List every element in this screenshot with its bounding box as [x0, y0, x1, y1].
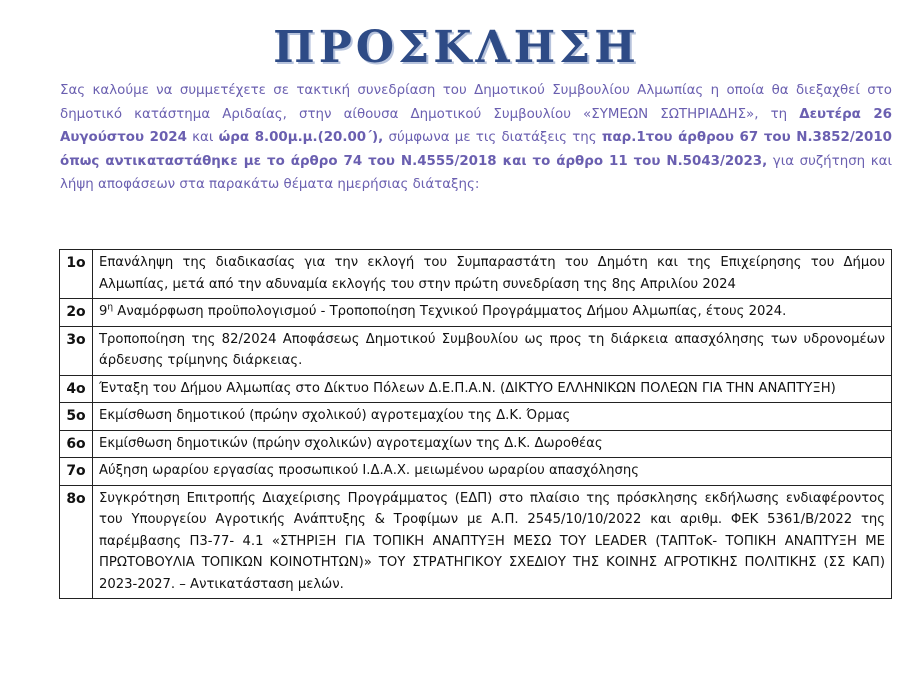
agenda-table — [59, 249, 892, 599]
agenda-text-body: Αναμόρφωση προϋπολογισμού - Τροποποίηση Τεχνικού Προγράμματος Δήμου Αλμωπίας, έτους 2024. — [113, 304, 787, 319]
agenda-text: Εκμίσθωση δημοτικού (πρώην σχολικού) αγροτεμαχίου της Δ.Κ. Όρμας — [93, 403, 892, 431]
agenda-number: 2ο — [60, 299, 93, 327]
agenda-number: 3ο — [60, 326, 93, 375]
intro-text-1: Σας καλούμε να συμμετέχετε σε τακτική συνεδρίαση του Δημοτικού Συμβουλίου Αλμωπίας η οποία θα διεξαχθεί στο δημοτικό κατάστημα Αριδαίας, στην αίθουσα Δημοτικού Συμβουλίου «ΣΥΜΕΩΝ ΣΩΤΗΡΙΑΔΗΣ», τη — [60, 83, 892, 122]
agenda-row — [60, 485, 892, 599]
agenda-number: 6ο — [60, 430, 93, 458]
meeting-time: ώρα 8.00μ.μ.(20.00΄), — [218, 130, 384, 145]
agenda-number: 4ο — [60, 375, 93, 403]
legal-reference: παρ.1του άρθρου 67 του Ν.3852/2010 όπως αντικαταστάθηκε με το άρθρο 74 του Ν.4555/2018 και το άρθρο 11 του Ν.5043/2023, — [60, 130, 892, 169]
intro-text-4: για συζήτηση και λήψη αποφάσεων στα παρακάτω θέματα ημερήσιας διάταξης: — [60, 153, 892, 192]
agenda-row — [60, 326, 892, 375]
intro-text-3: σύμφωνα με τις διατάξεις της — [383, 130, 602, 145]
agenda-text: Αύξηση ωραρίου εργασίας προσωπικού Ι.Δ.Α.Χ. μειωμένου ωραρίου απασχόλησης — [93, 458, 892, 486]
agenda-text: Εκμίσθωση δημοτικών (πρώην σχολικών) αγροτεμαχίων της Δ.Κ. Δωροθέας — [93, 430, 892, 458]
agenda-row — [60, 375, 892, 403]
agenda-text: Συγκρότηση Επιτροπής Διαχείρισης Προγράμματος (ΕΔΠ) στο πλαίσιο της πρόσκλησης εκδήλωσης ενδιαφέροντος του Υπουργείου Αγροτικής Ανάπτυξης & Τροφίμων με Α.Π. 2545/10/10/2022 και αριθμ. ΦΕΚ 5361/Β/2022 της παρέμβασης Π3-77- 4.1 «ΣΤΗΡΙΞΗ ΓΙΑ ΤΟΠΙΚΗ ΑΝΑΠΤΥΞΗ ΜΕΣΩ ΤΟΥ LEADER (ΤΑΠΤοΚ- ΤΟΠΙΚΗ ΑΝΑΠΤΥΞΗ ΜΕ ΠΡΩΤΟΒΟΥΛΙΑ ΤΟΠΙΚΩΝ ΚΟΙΝΟΤΗΤΩΝ)» ΤΟΥ ΣΤΡΑΤΗΓΙΚΟΥ ΣΧΕΔΙΟΥ ΤΗΣ ΚΟΙΝΗΣ ΑΓΡΟΤΙΚΗΣ ΠΟΛΙΤΙΚΗΣ (ΣΣ ΚΑΠ) 2023-2027. – Αντικατάσταση μελών. — [93, 485, 892, 599]
agenda-text: Τροποποίηση της 82/2024 Αποφάσεως Δημοτικού Συμβουλίου ως προς τη διάρκεια απασχόλησης των υδρονομέων άρδευσης τρίμηνης διάρκειας. — [93, 326, 892, 375]
meeting-date: Δευτέρα 26 Αυγούστου 2024 — [60, 106, 892, 145]
agenda-number: 1ο — [60, 250, 93, 299]
agenda-row — [60, 403, 892, 431]
agenda-number: 5ο — [60, 403, 93, 431]
agenda-text: Ένταξη του Δήμου Αλμωπίας στο Δίκτυο Πόλεων Δ.Ε.Π.Α.Ν. (ΔΙΚΤΥΟ ΕΛΛΗΝΙΚΩΝ ΠΟΛΕΩΝ ΓΙΑ ΤΗΝ ΑΝΑΠΤΥΞΗ) — [93, 375, 892, 403]
agenda-row — [60, 250, 892, 299]
agenda-row — [60, 458, 892, 486]
agenda-number: 7ο — [60, 458, 93, 486]
agenda-text — [93, 299, 892, 327]
agenda-ordinal-suffix: η — [107, 302, 114, 313]
document-title: ΠΡΟΣΚΛΗΣΗ — [273, 22, 640, 73]
agenda-row — [60, 299, 892, 327]
agenda-ordinal: 9 — [99, 304, 108, 319]
agenda-number: 8ο — [60, 485, 93, 599]
agenda-row — [60, 430, 892, 458]
intro-paragraph — [60, 79, 892, 197]
agenda-text: Επανάληψη της διαδικασίας για την εκλογή του Συμπαραστάτη του Δημότη και της Επιχείρησης του Δήμου Αλμωπίας, μετά από την αδυναμία εκλογής του στην πρώτη συνεδρίαση της 8ης Απριλίου 2024 — [93, 250, 892, 299]
intro-text-2: και — [186, 130, 219, 145]
